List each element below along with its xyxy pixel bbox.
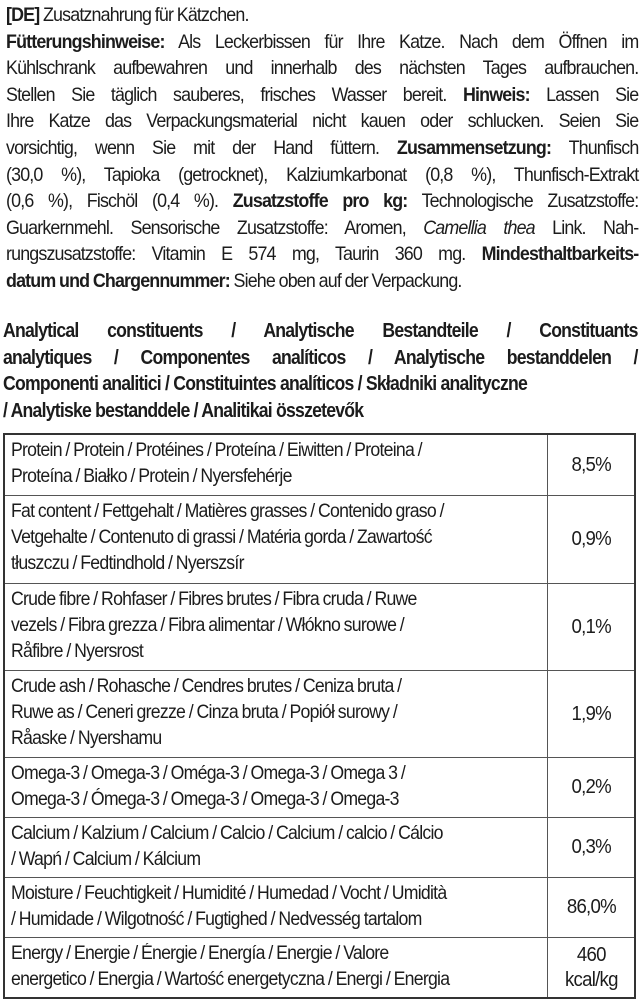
constituent-name-cell	[5, 671, 548, 757]
intro-bold-label: Fütterungshinweise:	[6, 31, 165, 53]
constituent-value-cell	[548, 584, 634, 670]
intro-bold-label: Mindesthaltbarkeits-	[481, 244, 639, 266]
constituent-name-line: Fat content / Fettgehalt / Matières grasses / Contenido graso /	[11, 501, 444, 522]
constituent-value-cell	[548, 758, 634, 817]
constituent-name-cell	[5, 938, 548, 997]
constituent-name-line: Crude ash / Rohasche / Cendres brutes / Ceniza bruta /	[11, 676, 402, 697]
intro-bold-label: Hinweis:	[463, 84, 530, 106]
constituent-name-line: Råfibre / Nyersrost	[11, 641, 144, 662]
intro-line	[6, 269, 638, 296]
constituent-name-line: Råaske / Nyershamu	[11, 728, 162, 749]
constituent-name-line: Omega-3 / Ómega-3 / Omega-3 / Omega-3 / Omega-3	[11, 789, 399, 810]
constituent-value-cell	[548, 818, 634, 877]
constituent-value-cell	[548, 671, 634, 757]
intro-bold-label: [DE]	[6, 5, 40, 26]
constituent-name-cell	[5, 435, 548, 495]
constituent-name-line: Crude fibre / Rohfaser / Fibres brutes / Fibra cruda / Ruwe	[11, 589, 417, 610]
constituent-value: 1,9%	[571, 702, 611, 725]
constituent-value-line: kcal/kg	[564, 968, 618, 991]
table-row	[5, 877, 634, 937]
constituent-name-line: Proteína / Białko / Protein / Nyersfehérje	[11, 466, 292, 487]
constituent-name-line: Omega-3 / Omega-3 / Oméga-3 / Omega-3 / Omega 3 /	[11, 763, 406, 784]
constituent-name-line: / Wapń / Calcium / Kálcium	[11, 849, 201, 870]
intro-text-block	[6, 3, 638, 296]
intro-text: (30,0 %), Tapioka (getrocknet), Kalziumkarbonat (0,8 %), Thunfisch-Extrakt	[6, 164, 639, 186]
intro-line	[6, 242, 638, 269]
intro-italic-text: Camellia thea	[423, 217, 535, 239]
constituent-value: 8,5%	[571, 453, 611, 476]
intro-text: Technologische Zusatzstoffe:	[407, 191, 639, 213]
intro-line	[6, 109, 638, 136]
intro-line	[6, 30, 638, 57]
table-row	[5, 937, 634, 997]
intro-text: Als Leckerbissen für Ihre Katze. Nach dem Öffnen im	[164, 31, 639, 53]
constituent-name-cell	[5, 758, 548, 817]
intro-bold-label: datum und Chargennummer:	[6, 270, 230, 292]
intro-text: Ihre Katze das Verpackungsmaterial nicht kauen oder schlucken. Seien Sie	[6, 111, 639, 133]
intro-line	[6, 56, 638, 83]
heading-line: Componenti analitici / Constituintes analíticos / Składniki analityczne	[3, 372, 528, 396]
constituent-name-cell	[5, 818, 548, 877]
intro-text: Link. Nah-	[534, 217, 639, 239]
intro-text: Zusatznahrung für Kätzchen.	[39, 5, 249, 26]
constituent-name-line: vezels / Fibra grezza / Fibra alimentar / Włókno surowe /	[11, 615, 404, 636]
constituent-name-line: Energy / Energie / Énergie / Energía / Energie / Valore	[11, 943, 389, 964]
constituent-value: 0,3%	[571, 836, 611, 858]
intro-line	[6, 136, 638, 163]
constituent-name-line: / Humidade / Wilgotność / Fugtighed / Nedvesség tartalom	[11, 909, 422, 930]
intro-text: vorsichtig, wenn Sie mit der Hand füttern.	[6, 137, 397, 159]
intro-line	[6, 216, 638, 243]
constituent-value: 86,0%	[566, 896, 616, 918]
constituent-value: 0,2%	[571, 776, 611, 798]
intro-text: Kühlschrank aufbewahren und innerhalb des nächsten Tages aufbrauchen.	[6, 58, 639, 80]
constituent-value: 0,9%	[571, 528, 611, 550]
constituent-name-cell	[5, 878, 548, 937]
analytical-constituents-heading	[3, 318, 638, 424]
intro-line	[6, 189, 638, 216]
constituent-value	[565, 943, 618, 993]
heading-line: analytiques / Componentes analíticos / Analytische bestanddelen /	[3, 345, 638, 369]
table-row	[5, 757, 634, 817]
constituent-value: 0,1%	[571, 615, 611, 638]
constituent-name-cell	[5, 584, 548, 670]
constituent-name-line: Ruwe as / Ceneri grezze / Cinza bruta / Popiół surowy /	[11, 702, 398, 723]
analytical-constituents-table	[3, 433, 636, 999]
constituent-name-line: tłuszczu / Fedtindhold / Nyerszsír	[11, 553, 244, 574]
intro-text: Guarkernmehl. Sensorische Zusatzstoffe: Aromen,	[6, 217, 424, 239]
constituent-name-line: energetico / Energia / Wartość energetyczna / Energi / Energia	[11, 969, 450, 990]
intro-bold-label: Zusammensetzung:	[396, 137, 552, 159]
constituent-value-cell	[548, 435, 634, 495]
intro-text: Siehe oben auf der Verpackung.	[229, 270, 462, 292]
constituent-name-line: Protein / Protein / Protéines / Proteína / Eiwitten / Proteina /	[11, 440, 422, 461]
constituent-value-line: 460	[576, 943, 606, 966]
intro-line	[6, 163, 638, 190]
constituent-value-cell	[548, 878, 634, 937]
constituent-name-cell	[5, 496, 548, 583]
intro-text: rungszusatzstoffe: Vitamin E 574 mg, Taurin 360 mg.	[6, 244, 482, 266]
intro-text: (0,6 %), Fischöl (0,4 %).	[6, 191, 233, 213]
intro-text: Lassen Sie	[529, 84, 639, 106]
heading-line: Analytical constituents / Analytische Bestandteile / Constituants	[3, 319, 638, 342]
table-row	[5, 495, 634, 583]
constituent-value-cell	[548, 938, 634, 997]
intro-text: Stellen Sie täglich sauberes, frisches Wasser bereit.	[6, 84, 464, 106]
intro-line	[6, 3, 638, 30]
intro-line	[6, 83, 638, 110]
constituent-name-line: Calcium / Kalzium / Calcium / Calcio / Calcium / calcio / Cálcio	[11, 823, 443, 844]
constituent-name-line: Vetgehalte / Contenuto di grassi / Matéria gorda / Zawartość	[11, 527, 432, 548]
table-row	[5, 670, 634, 757]
intro-text: Thunfisch	[551, 137, 639, 159]
heading-line: / Analytiske bestanddele / Analitikai összetevők	[3, 398, 364, 422]
constituent-value-cell	[548, 496, 634, 583]
table-row	[5, 435, 634, 495]
constituent-name-line: Moisture / Feuchtigkeit / Humidité / Humedad / Vocht / Umidità	[11, 883, 447, 904]
intro-bold-label: Zusatzstoffe pro kg:	[232, 191, 408, 213]
table-row	[5, 583, 634, 670]
table-row	[5, 817, 634, 877]
